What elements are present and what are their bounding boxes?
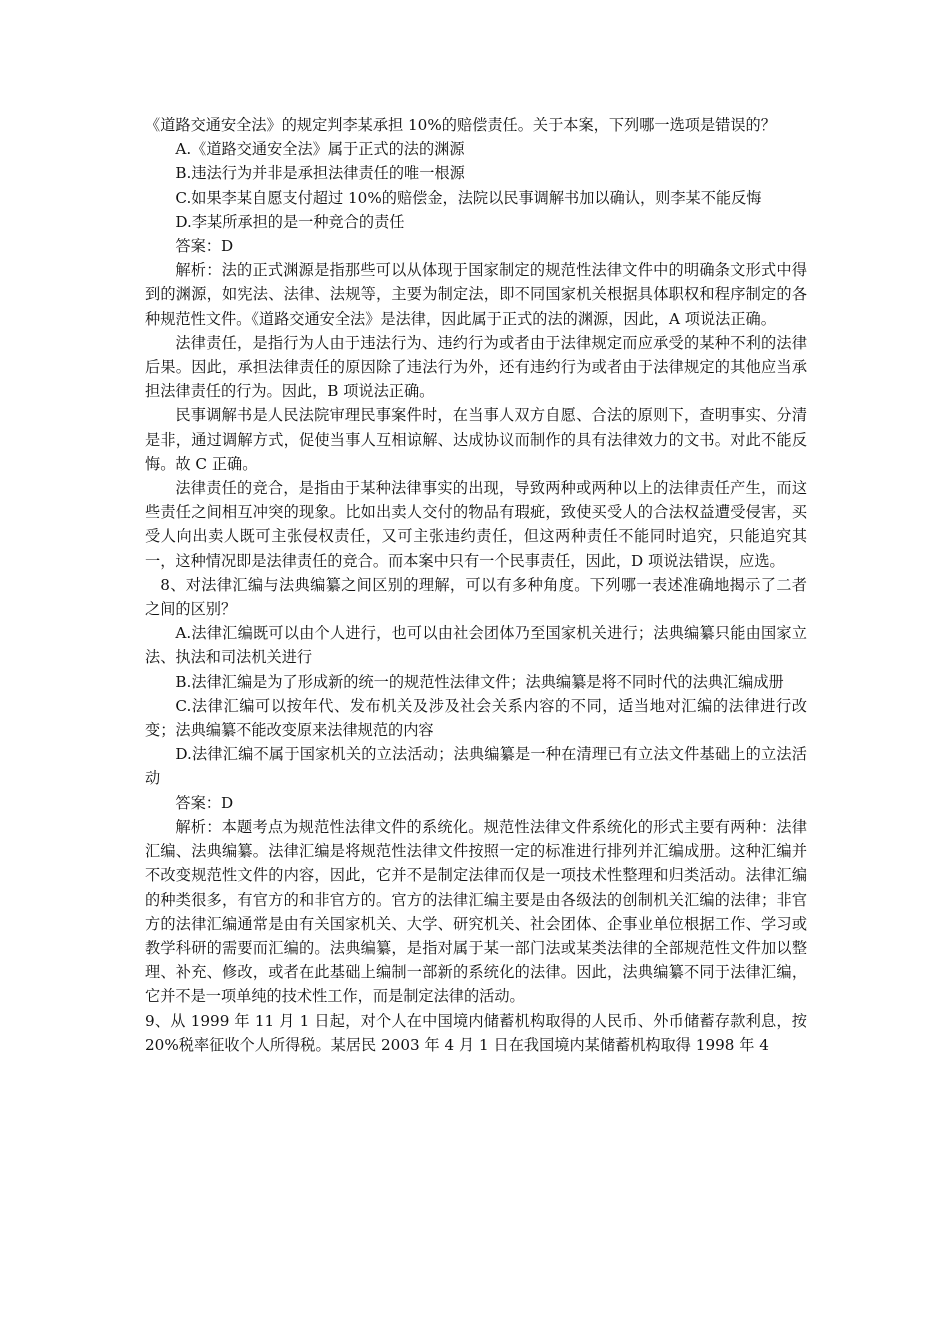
question-7-analysis-a: 解析：法的正式渊源是指那些可以从体现于国家制定的规范性法律文件中的明确条文形式中得到的渊源，如宪法、法律、法规等，主要为制定法，即不同国家机关根据具体职权和程序制定的各种规范性文件。《道路交通安全法》是法律，因此属于正式的法的渊源，因此，A 项说法正确。 [145,261,807,328]
question-9-stem: 9、从 1999 年 11 月 1 日起，对个人在中国境内储蓄机构取得的人民币、外币储蓄存款利息，按 20%税率征收个人所得税。某居民 2003 年 4 月 1 日在我国境内某储蓄机构取得 1998 年 4 [145,1011,807,1054]
question-7-option-c: C.如果李某自愿支付超过 10%的赔偿金，法院以民事调解书加以确认，则李某不能反悔 [175,188,762,207]
question-7-analysis-c: 民事调解书是人民法院审理民事案件时，在当事人双方自愿、合法的原则下，查明事实、分清是非，通过调解方式，促使当事人互相谅解、达成协议而制作的具有法律效力的文书。对此不能反悔。故 C 正确。 [145,406,807,473]
question-7-analysis-d: 法律责任的竞合，是指由于某种法律事实的出现，导致两种或两种以上的法律责任产生，而这些责任之间相互冲突的现象。比如出卖人交付的物品有瑕疵，致使买受人的合法权益遭受侵害，买受人向出卖人既可主张侵权责任，又可主张违约责任，但这两种责任不能同时追究，只能追究其一，这种情况即是法律责任的竞合。而本案中只有一个民事责任，因此，D 项说法错误，应选。 [145,479,807,570]
question-7-option-b: B.违法行为并非是承担法律责任的唯一根源 [175,164,465,183]
question-8-stem: 8、对法律汇编与法典编纂之间区别的理解，可以有多种角度。下列哪一表述准确地揭示了二者之间的区别？ [145,575,807,619]
question-8-option-b: B.法律汇编是为了形成新的统一的规范性法律文件；法典编纂是将不同时代的法典汇编成册 [175,672,784,691]
document-body [145,113,807,1057]
question-8-answer: 答案：D [175,793,234,812]
question-7-answer: 答案：D [175,237,234,256]
question-8-option-a: A.法律汇编既可以由个人进行，也可以由社会团体乃至国家机关进行；法典编纂只能由国家立法、执法和司法机关进行 [145,624,807,667]
question-7-analysis-b: 法律责任，是指行为人由于违法行为、违约行为或者由于法律规定而应承受的某种不利的法律后果。因此，承担法律责任的原因除了违法行为外，还有违约行为或者由于法律规定的其他应当承担法律责任的行为。因此，B 项说法正确。 [145,333,807,401]
question-8-analysis: 解析：本题考点为规范性法律文件的系统化。规范性法律文件系统化的形式主要有两种：法律汇编、法典编纂。法律汇编是将规范性法律文件按照一定的标准进行排列并汇编成册。这种汇编并不改变规范性文件的内容，因此，它并不是制定法律而仅是一项技术性整理和归类活动。法律汇编的种类很多，有官方的和非官方的。官方的法律汇编主要是由各级法的创制机关汇编的法律；非官方的法律汇编通常是由有关国家机关、大学、研究机关、社会团体、企事业单位根据工作、学习或教学科研的需要而汇编的。法典编纂，是指对属于某一部门法或某类法律的全部规范性文件加以整理、补充、修改，或者在此基础上编制一部新的系统化的法律。因此，法典编纂不同于法律汇编，它并不是一项单纯的技术性工作，而是制定法律的活动。 [145,817,807,1006]
question-7-option-a: A.《道路交通安全法》属于正式的法的渊源 [175,140,465,159]
question-8-option-d: D.法律汇编不属于国家机关的立法活动；法典编纂是一种在清理已有立法文件基础上的立法活动 [145,745,807,788]
question-8-option-c: C.法律汇编可以按年代、发布机关及涉及社会关系内容的不同，适当地对汇编的法律进行改变；法典编纂不能改变原来法律规范的内容 [145,696,807,740]
question-7-option-d: D.李某所承担的是一种竞合的责任 [175,212,405,231]
question-7-stem-continuation: 《道路交通安全法》的规定判李某承担 10%的赔偿责任。关于本案，下列哪一选项是错误的？ [145,116,776,134]
